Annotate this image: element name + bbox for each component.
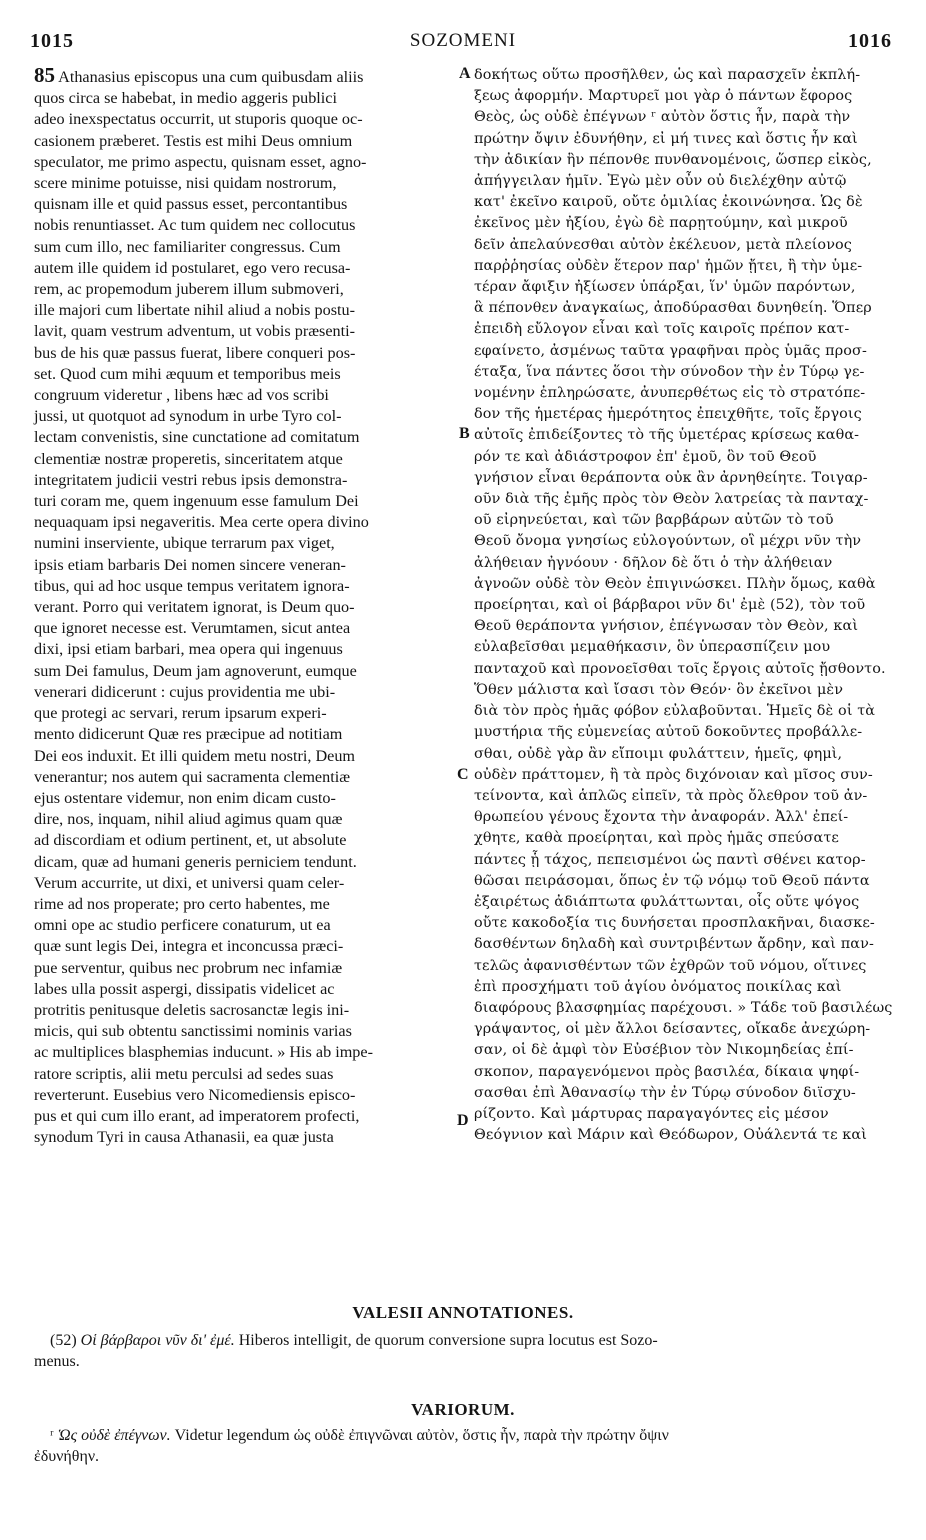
section-number: 85 xyxy=(34,63,55,87)
running-title: SOZOMENI xyxy=(409,30,517,51)
latin-line: set. Quod cum mihi æquum et temporibus meis xyxy=(34,364,341,383)
greek-line: θῶσαι πειράσομαι, ὅπως ἐν τῷ νόμῳ τοῦ Θεοῦ πάντα xyxy=(474,872,870,889)
latin-line: ad discordiam et odium pertinent, et, ut absolute xyxy=(34,831,347,850)
latin-line: synodum Tyri in causa Athanasii, ea quæ justa xyxy=(34,1128,334,1147)
greek-line: χθητε, καθὰ προείρηται, καὶ πρὸς ἡμᾶς σπεύσατε xyxy=(474,830,839,847)
greek-line: ἀπήγγειλαν ἡμῖν. Ἐγὼ μὲν οὖν οὐ διελέχθην αὐτῷ xyxy=(474,173,847,190)
greek-line: ξεως ἀφορμήν. Μαρτυρεῖ μοι γὰρ ὁ πάντων ἔφορος xyxy=(474,88,853,105)
greek-line: σαν, οἱ δὲ ἀμφὶ τὸν Εὐσέβιον τὸν Νικομηδείας ἐπί- xyxy=(474,1042,854,1059)
latin-line: nequaquam ipsi negaveritis. Mea certe opera divino xyxy=(34,513,369,532)
greek-line: δον τῆς ἡμετέρας ἡμερότητος ἐπειχθῆτε, τοῖς ἔργοις xyxy=(474,406,862,423)
greek-line: εφαίνετο, ἀσμένως ταῦτα γραφῆναι πρὸς ὑμᾶς προσ- xyxy=(474,342,867,359)
greek-line: σθαι, οὐδὲ γὰρ ἂν εἴποιμι φυλάττειν, ἡμεῖς, φημὶ, xyxy=(474,745,843,762)
latin-line: turi coram me, quem ingenuum esse famulum Dei xyxy=(34,492,359,511)
greek-line: ἐξαιρέτως ἀδιάπτωτα φυλάττωνται, οἷς οὔτε ψόγος xyxy=(474,893,860,910)
latin-line: scere minime potuisse, nisi quidam nostrorum, xyxy=(34,174,337,193)
latin-line: integritatem judicii vestri rebus ipsis demonstra- xyxy=(34,470,348,489)
greek-line: οὔτε κακοδοξία τις δυνήσεται προσπλακῆναι, διασκε- xyxy=(474,915,875,932)
greek-line: ἐπὶ προσχήματι τοῦ ἁγίου ὀνόματος ποικίλας καὶ xyxy=(474,978,842,995)
variorum-phrase: Ὡς οὐδὲ ἐπέγνων. xyxy=(57,1427,171,1444)
greek-column xyxy=(474,65,893,1146)
greek-line: θρωπείου γένους ἔχοντα τὴν ἀναφοράν. Ἀλλ' ἐπεί- xyxy=(474,809,849,826)
variorum-text-1: Videtur legendum ὡς οὐδὲ ἐπιγνῶναι αὐτὸν, ὅστις ἦν, παρὰ τὴν πρώτην ὄψιν xyxy=(170,1427,669,1444)
latin-line: lavit, quam vestrum adventum, ut vobis præsenti- xyxy=(34,322,356,341)
latin-line: ejus ostentare videmur, non enim dicam custo- xyxy=(34,788,336,807)
greek-line: ρόν τε καὶ ἀδιάστροφον ἐπ' ἐμοῦ, ὃν τοῦ Θεοῦ xyxy=(474,448,817,465)
margin-letter-a: A xyxy=(459,65,471,82)
valesii-note xyxy=(34,1330,892,1372)
latin-line: dixi, ipsi etiam barbari, mea opera qui ingenuus xyxy=(34,640,343,659)
greek-line: τέραν ἄφιξιν ἠξίωσεν ὑπάρξαι, ἵν' ὑμῶν παρόντων, xyxy=(474,279,856,296)
latin-line: quos circa se habebat, in medio aggeris publici xyxy=(34,89,337,108)
greek-line: γνήσιον εἶναι θεράποντα οὐκ ἂν ἀρνηθείητε. Τοιγαρ- xyxy=(474,469,868,486)
latin-line: adeo inexspectatus occurrit, ut stuporis quoque oc- xyxy=(34,110,363,129)
margin-letter-b: B xyxy=(459,425,470,442)
latin-line: lectam convenistis, sine cunctatione ad comitatum xyxy=(34,428,360,447)
greek-line: αὐτοῖς ἐπιδείξοντες τὸ τῆς ὑμετέρας κρίσεως καθα- xyxy=(474,427,860,444)
greek-line: νομένην ἐπληρώσατε, ἀνυπερθέτως εἰς τὸ στρατόπε- xyxy=(474,385,866,402)
latin-line: clementiæ nostræ properetis, sinceritatem atque xyxy=(34,449,343,468)
latin-line: dicam, quæ ad humani generis perniciem tendunt. xyxy=(34,852,357,871)
greek-line: διαφόρους βλασφημίας παρέχουσι. » Τάδε τοῦ βασιλέως xyxy=(474,999,893,1016)
greek-line: κατ' ἐκεῖνο καιροῦ, οὔτε ὁμιλίας ἐκοινώνησα. Ὡς δὲ xyxy=(474,194,863,211)
greek-line: τελῶς ἀφανισθέντων τῶν ἐχθρῶν τοῦ νόμου, οἵτινες xyxy=(474,957,867,974)
variorum-text-2: ἐδυνήθην. xyxy=(34,1448,100,1465)
greek-line: ἀλήθειαν ἠγνόουν · δῆλον δὲ ὅτι ὁ τὴν ἀλήθειαν xyxy=(474,554,833,571)
latin-line: venerari didicerunt : cujus providentia me ubi- xyxy=(34,682,336,701)
latin-line: omni ope ac studio perficere conaturum, ut ea xyxy=(34,916,331,935)
greek-line: οῦν διὰ τῆς ἐμῆς πρὸς τὸν Θεὸν λατρείας τὰ πανταχ- xyxy=(474,491,869,508)
latin-line: Athanasius episcopus una cum quibusdam aliis xyxy=(55,68,364,86)
greek-line: πάντες ᾗ τάχος, πεπεισμένοι ὡς παντὶ σθένει κατορ- xyxy=(474,851,866,868)
latin-line: sum cum illo, nec familiariter congressus. Cum xyxy=(34,237,341,256)
page-number-right: 1016 xyxy=(848,30,892,52)
variorum-heading: VARIORUM. xyxy=(411,1400,515,1419)
latin-line: speculator, me primo aspectu, quisnam esset, agno- xyxy=(34,152,367,171)
latin-line: Verum accurrite, ut dixi, et universi quam celer- xyxy=(34,873,345,892)
greek-line: ἃ πέπονθεν ἀναγκαίως, ἀποδύρασθαι δυνηθείη. Ὅπερ xyxy=(474,300,872,317)
latin-line: que ignoret necesse est. Verumtamen, sicut antea xyxy=(34,619,351,638)
greek-line: προείρηται, καὶ οἱ βάρβαροι νῦν δι' ἐμὲ (52), τὸν τοῦ xyxy=(474,597,866,614)
greek-line: γράψαντος, οἱ μὲν ἄλλοι δείσαντες, οἴκαδε ἀνεχώρη- xyxy=(474,1021,871,1038)
latin-line: verant. Porro qui veritatem ignorat, is Deum quo- xyxy=(34,598,355,617)
latin-line: nobis renuntiasset. Ac tum quidem nec collocutus xyxy=(34,216,356,235)
latin-line: quisnam ille et quid passus esset, percontantibus xyxy=(34,195,348,214)
latin-line: protritis penitusque deletis sacrosanctæ legis ini- xyxy=(34,1000,350,1019)
latin-line: sum Dei famulus, Deum jam agnoverunt, eumque xyxy=(34,661,357,680)
greek-line: δεῖν ἀπελαύνεσθαι αὐτὸν ἐκέλευον, μετὰ πλείονος xyxy=(474,236,852,253)
margin-letter-d: D xyxy=(457,1112,469,1129)
greek-line: δοκήτως οὕτω προσῆλθεν, ὡς καὶ παρασχεῖν ἐκπλή- xyxy=(474,67,861,83)
greek-line: τὴν ἀδικίαν ἣν πέπονθε πυνθανομένοις, ὥσπερ εἰκὸς, xyxy=(474,151,872,168)
valesii-text-2: menus. xyxy=(34,1353,80,1370)
latin-line: ipsis etiam barbaris Dei nomen sincere veneran- xyxy=(34,555,346,574)
greek-line: ἐκεῖνος μὲν ἠξίου, ἐγὼ δὲ παρῃτούμην, καὶ μικροῦ xyxy=(474,215,848,232)
running-header xyxy=(0,30,926,60)
greek-line: τείνοντα, καὶ ἁπλῶς εἰπεῖν, τὰ πρὸς ὄλεθρον τοῦ ἀν- xyxy=(474,787,868,804)
greek-line: ἀγνοῶν οὐδὲ τὸν Θεὸν ἐπιγινώσκει. Πλὴν ὅμως, καθὰ xyxy=(474,575,876,592)
latin-line: pus et qui cum illo erant, ad imperatorem profecti, xyxy=(34,1106,360,1125)
greek-line: σασθαι ἐπὶ Ἀθανασίῳ τὴν ἐν Τύρῳ σύνοδον διϊσχυ- xyxy=(474,1084,856,1101)
latin-column xyxy=(34,65,456,1148)
latin-line: ac multiplices blasphemias inducunt. » His ab impe- xyxy=(34,1043,373,1062)
latin-line: numini inserviente, ubique terrarum pax viget, xyxy=(34,534,335,553)
greek-line: δασθέντων δηλαδὴ καὶ συντριβέντων ἄρδην, καὶ παν- xyxy=(474,936,874,953)
greek-line: Θεόγνιον καὶ Μάριν καὶ Θεόδωρον, Οὐάλεντά τε καὶ xyxy=(474,1127,867,1144)
latin-line: ratore scriptis, alii metu perculsi ad sedes suas xyxy=(34,1064,334,1083)
greek-line: ἐπειδὴ εὔλογον εἶναι καὶ τοῖς καιροῖς πρέπον κατ- xyxy=(474,321,850,338)
latin-line: mento didicerunt Quæ res præcipue ad notitiam xyxy=(34,725,343,744)
page-number-left: 1015 xyxy=(30,30,74,52)
greek-line: οὐδὲν πράττομεν, ἢ τὰ πρὸς διχόνοιαν καὶ μῖσος συν- xyxy=(474,766,873,783)
greek-line: Θεοῦ ὄνομα γνησίως εὐλογούντων, οἳ μέχρι νῦν τὴν xyxy=(474,533,862,550)
latin-line: labes ulla possit aspergi, dissipatis videlicet ac xyxy=(34,979,335,998)
greek-line: έταξα, ἵνα πάντες ὅσοι τὴν σύνοδον τὴν ἐν Τύρῳ γε- xyxy=(474,363,865,380)
greek-line: πρώτην ὄψιν ἐδυνήθην, εἰ μή τινες καὶ ὅστις ἦν καὶ xyxy=(474,130,858,147)
greek-line: Ὅθεν μάλιστα καὶ ἴσασι τὸν Θεόν· ὃν ἐκεῖνοι μὲν xyxy=(474,681,844,698)
valesii-heading: VALESII ANNOTATIONES. xyxy=(352,1303,574,1322)
greek-line: Θεὸς, ὡς οὐδὲ ἐπέγνων ʳ αὐτὸν ὅστις ἦν, παρὰ τὴν xyxy=(474,109,851,126)
latin-line: quæ sunt legis Dei, integra et inconcussa præci- xyxy=(34,937,344,956)
greek-line: πανταχοῦ καὶ προνοεῖσθαι τοῖς ἔργοις αὐτοῖς ᾔσθοντο. xyxy=(474,660,886,677)
greek-line: ρίζοντο. Καὶ μάρτυρας παραγαγόντες εἰς μέσον xyxy=(474,1105,829,1122)
latin-line: rem, ac propemodum juberem illum submoveri, xyxy=(34,280,344,299)
greek-line: παρῤῥησίας οὐδὲν ἕτερον παρ' ἡμῶν ᾔτει, ἢ τὴν ὑμε- xyxy=(474,257,863,274)
latin-line: reverterunt. Eusebius vero Nicomediensis episco- xyxy=(34,1085,356,1104)
latin-line: que protegi ac servari, rerum ipsarum experi- xyxy=(34,704,327,723)
latin-text xyxy=(34,68,373,1146)
greek-line: Θεοῦ θεράποντα γνήσιον, ἐπέγνωσαν τὸν Θεὸν, καὶ xyxy=(474,618,859,635)
valesii-ref: (52) xyxy=(50,1332,77,1349)
margin-letter-c: C xyxy=(457,766,469,783)
greek-line: σκοπον, παραγενόμενοι πρὸς βασιλέα, δίκαια ψηφί- xyxy=(474,1063,860,1080)
latin-line: venerantur; nos autem qui sacramenta clementiæ xyxy=(34,767,350,786)
valesii-text-1: Hiberos intelligit, de quorum conversione supra locutus est Sozo- xyxy=(234,1332,658,1349)
latin-line: dire, nos, inquam, nihil aliud agimus quam quæ xyxy=(34,810,343,829)
valesii-phrase: Οἱ βάρβαροι νῦν δι' ἐμέ. xyxy=(80,1332,235,1349)
variorum-note xyxy=(34,1425,892,1467)
latin-line: tibus, qui ad hoc usque tempus veritatem ignora- xyxy=(34,576,350,595)
greek-line: μυστήρια τῆς εὐμενείας αὐτοῦ δοκοῦντες προβάλλε- xyxy=(474,724,863,741)
latin-line: micis, qui sub obtentu sanctissimi nominis varias xyxy=(34,1022,352,1041)
latin-line: autem ille quidem id postularet, ego vero recusa- xyxy=(34,258,351,277)
greek-line: οῦ εἰρηνεύεται, καὶ τῶν βαρβάρων αὐτῶν τὸ τοῦ xyxy=(474,512,834,529)
latin-line: ille majori cum libertate nihil aliud a nobis postu- xyxy=(34,301,355,320)
latin-line: congruum videretur , libens hæc ad vos scribi xyxy=(34,386,329,405)
latin-line: casionem præberet. Testis est mihi Deus omnium xyxy=(34,131,353,150)
latin-line: pue serventur, quibus nec probrum nec infamiæ xyxy=(34,958,343,977)
latin-line: bus de his quæ passus fuerat, libere conqueri pos- xyxy=(34,343,356,362)
latin-line: rime ad nos properate; pro certo habentes, me xyxy=(34,894,330,913)
latin-line: jussi, ut quotquot ad synodum in urbe Tyro col- xyxy=(34,407,342,426)
variorum-ref: ʳ xyxy=(50,1427,54,1444)
greek-line: εὐλαβεῖσθαι μεμαθήκασιν, ὃν ὑπερασπίζειν μου xyxy=(474,639,831,656)
latin-line: Dei eos induxit. Et illi quidem metu nostri, Deum xyxy=(34,746,356,765)
greek-line: διὰ τὸν πρὸς ἡμᾶς φόβον εὐλαβοῦνται. Ἡμεῖς δὲ οἱ τὰ xyxy=(474,703,876,720)
